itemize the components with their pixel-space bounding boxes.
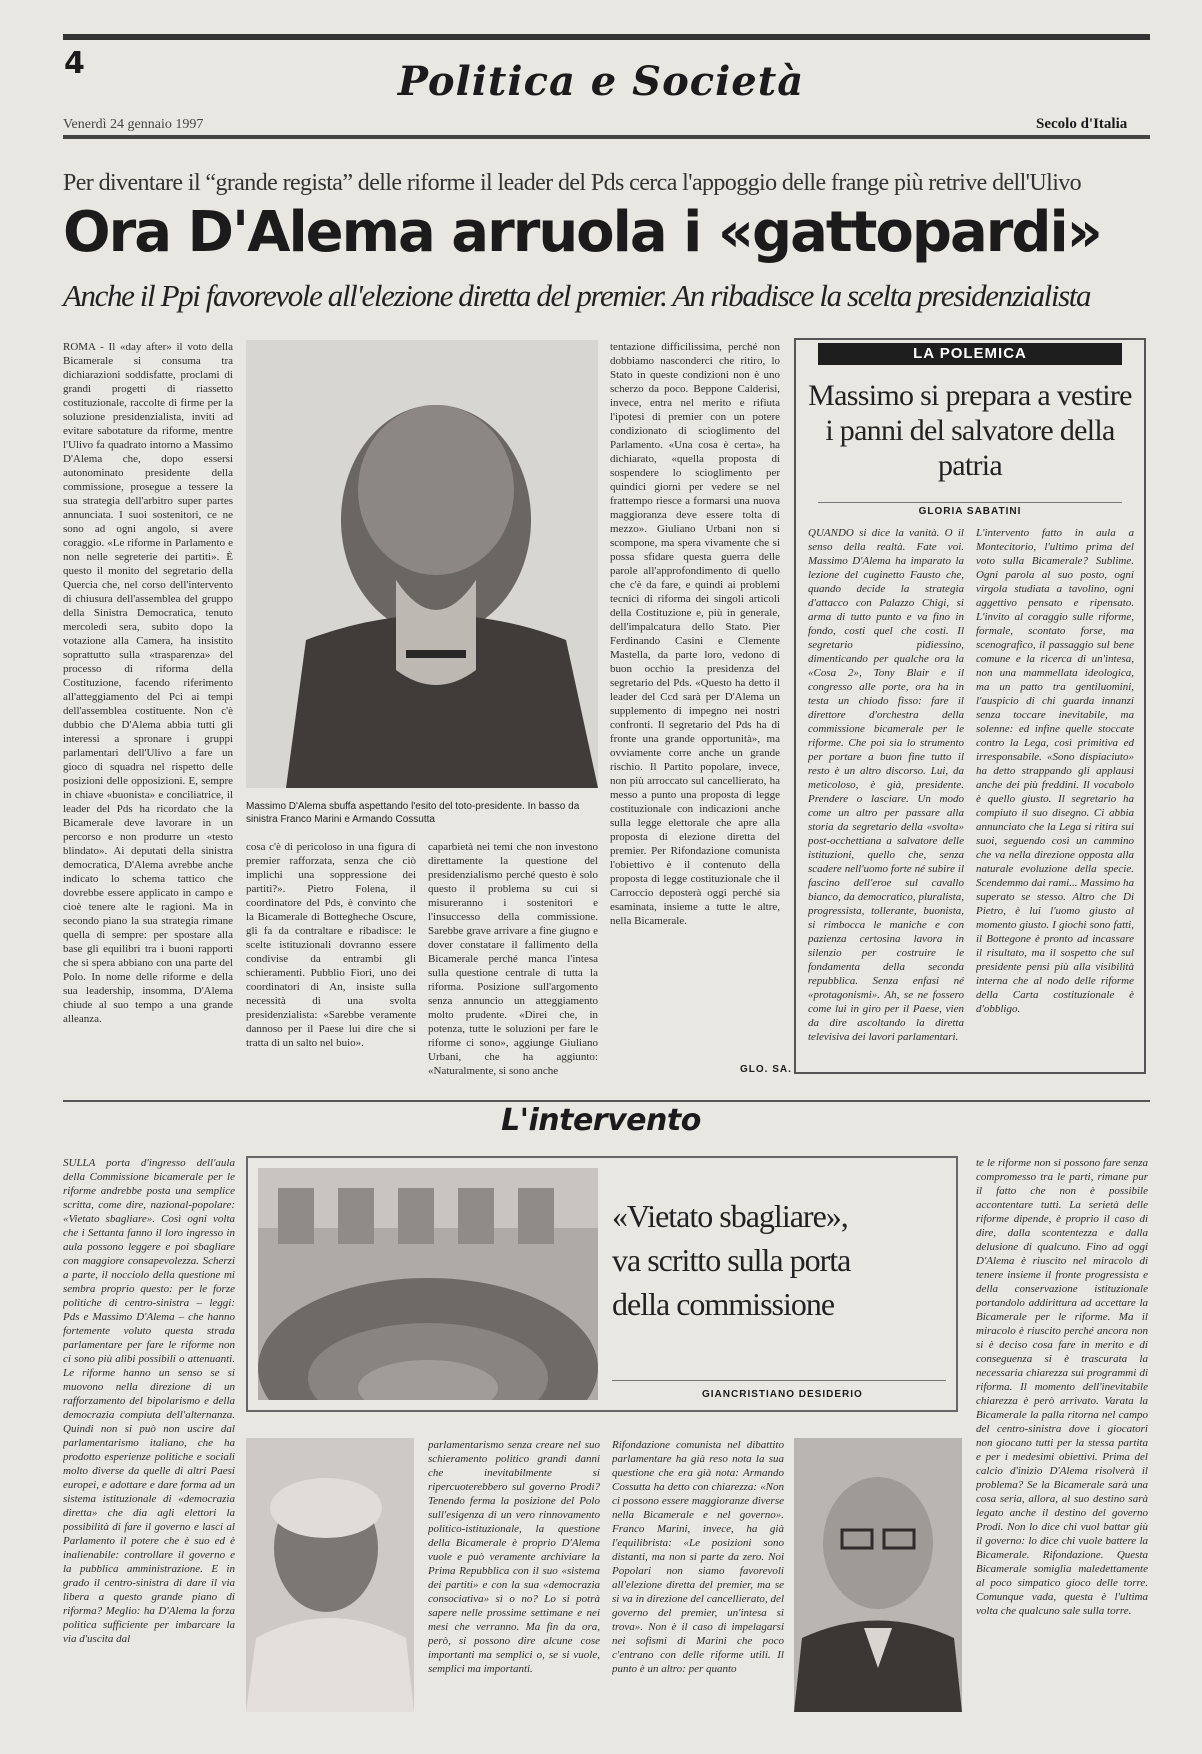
cossutta-photo [794,1438,962,1712]
photo-caption: Massimo D'Alema sbuffa aspettando l'esito del toto-presidente. In basso da sinistra Franco Marini e Armando Cossutta [246,801,580,825]
sidebar-rule [818,502,1122,503]
intervento-author-rule [612,1380,946,1381]
top-rule [63,34,1150,40]
sidebar-label: LA POLEMICA [818,343,1122,365]
sidebar-col2: L'intervento fatto in aula a Montecitorio, l'ultimo prima del voto sulla Bicamerale? Sublime. Ogni parola al suo posto, ogni virgola studiata a tavolino, ogni aggettivo pensato e ripensato. L'invito al coraggio sulle riforme, formale, scontato forse, ma scenografico, il passaggio sul bene comune e la ricerca di un'intesa, non una mammellata ideologica, ma un patto tra gentiluomini, l'auspicio di chi guarda innanzi senza toccare inevitabile, ma solenne: ed infine quelle stoccate contro la Lega, così primitiva ed irresponsabile. «Sono dispiaciuto» ha detto strappando gli applausi anche dei più freddini. Il vocabolo è quello giusto. Il segretario ha compiuto il suo disegno. Ci abbia annunciato che la Lega si ritira sui suoi, seguendo così un cammino che va nella direzione opposta alla naturale evoluzione della specie. Scendemmo dai rami... Massimo ha superato se stesso. Altro che Di Pietro, è lui l'uomo giusto al momento giusto. I giochi sono fatti, il Bottegone è pronto ad incassare il risultato, ma il sospetto che sul presidente pensi più alla visibilità interna che al nodo delle riforme della Carta costituzionale è d'obbligo. [976,527,1134,1015]
main-article-signature: GLO. SA. [740,1064,792,1075]
intervento-col2: parlamentarismo senza creare nel suo schieramento politico grandi danni che inevitabilmente si ripercuoterebbero sul governo Prodi? Tenendo ferma la posizione del Polo sull'esigenza di un vero rinnovamento politico-istituzionale, la questione della Bicamerale è proprio D'Alema vuole e può veramente archiviare la Prima Repubblica con il suo «sistema dei partiti» e con la sua «democrazia consociativa» sì o no? Lo si potrà sapere nelle prossime settimane e nei mesi che verranno. Ma fin da ora, però, si possono dire alcune cose importanti ma semplici o, se si vuole, semplici ma importanti. [428,1439,600,1675]
intervento-label: L'intervento [501,1103,701,1138]
intervento-col1: SULLA porta d'ingresso dell'aula della Commissione bicamerale per le riforme andrebbe posta una semplice scritta, come dire, nazional-popolare: «Vietato sbagliare». Così ogni volta che i Settanta fanno il loro ingresso in aula possono leggere e poi sbagliare con maggiore consapevolezza. Scherzi a parte, il nocciolo della questione mi sembra proprio questo: per le forze politiche di centro-sinistra – leggi: Pds e Massimo D'Alema – che hanno fortemente voluto questa strada parlamentare per fare le riforme non ci sono più alibi possibili o attenuanti. Le riforme hanno un senso se si muovono nella direzione di un rafforzamento del bipolarismo e della democrazia compiuta dell'alternanza. Quindi non si può non uscire dal parlamentarismo italiano, che ha prodotto esperienze politiche e sociali molto diverse da quelle di altri Paesi europei, e adottare e dare forma ad un sistema istituzionale di «democrazia diretta» che dia agli elettori la possibilità di fare il governo e lasci al Parlamento il potere che è suo ed è inalienabile: controllare il governo e la pubblica amministrazione. E in grado il centro-sinistra di dare il via libera a questo grande piano di riforma? Meglio: ha D'Alema la forza politica sufficiente per imbarcare la via d'uscita dal [63,1157,235,1645]
header-rule [63,135,1150,139]
sidebar-author: GLORIA SABATINI [918,506,1022,517]
dalema-photo [246,340,598,788]
issue-date: Venerdì 24 gennaio 1997 [63,117,204,132]
kicker: Per diventare il “grande regista” delle riforme il leader del Pds cerca l'appoggio delle frange più retrive dell'Ulivo [63,170,1082,196]
subheadline: Anche il Ppi favorevole all'elezione diretta del premier. An ribadisce la scelta presidenzialista [63,278,1091,313]
main-headline: Ora D'Alema arruola i «gattopardi» [63,200,1101,265]
intervento-col4: te le riforme non si possono fare senza compromesso tra le parti, rimane pur il fatto che non è possibile accontentare tutti. La serietà delle riforme dipende, è proprio il caso di dire, dalla scontentezza e dalla delusione di qualcuno. Fino ad oggi D'Alema è riuscito nel miracolo di tenere insieme il fronte progressista e della conservazione istituzionale portandolo addirittura ad accettare la Bicamerale per le riforme. Ma il miracolo è riuscito perché ancora non si è deciso cosa fare in merito e di conseguenza si è trascurata la necessaria chiarezza sui programmi di riforma. Il momento dell'inevitabile chiarezza è però arrivato. Varata la Bicamerale la palla ritorna nel campo del centro-sinistra dove i giocatori non giocano tutti per la stessa partita e per i medesimi obiettivi. Prima del calcio d'inizio D'Alema risolverà il problema? Se la Bicamerale sarà una cosa seria, allora, al suo destino sarà legato anche il destino del governo Prodi. Non lo dice chi vuol battar giù il governo: lo dice chi vuole battere la Bicamerale. Rifondazione. Questa Bicamerale somiglia maledettamente al poco simpatico gioco delle torre. Comunque vada, questa è l'ultima volta che qualcuno sale sulla torre. [976,1157,1148,1617]
main-article-col2a: cosa c'è di pericoloso in una figura di premier rafforzata, senza che ciò implichi una soppressione dei partiti?». Pietro Folena, il coordinatore del Pds, è convinto che la Bicamerale di Bottegheche Oscure, gli fa da contraltare e ribadisce: le scelte istituzionali dovranno essere condivise da entrambi gli schieramenti. Pubblio Fiori, uno dei coordinatori di An, insiste sulla necessità di una svolta presidenzialista: «Sarebbe veramente dannoso per il Paese lui dire che si tratta di un salto nel buio». [246,841,416,1049]
parliament-photo [258,1168,598,1400]
intervento-headline: «Vietato sbagliare», va scritto sulla porta della commissione [612,1198,851,1322]
intervento-col3: Rifondazione comunista nel dibattito parlamentare ha già reso nota la sua questione che era già nota: Armando Cossutta ha detto con chiarezza: «Non ci possono essere maggioranze diverse nella Bicamerale e nel governo». Franco Marini, invece, ha già l'equilibrista: «Le posizioni sono distanti, ma non si parte da zero. Noi Popolari non siamo favorevoli all'elezione diretta del premier, ma se si va in direzione del cancellierato, del governo del premier, un'intesa si trova». Non è il caso di impelagarsi nei sofismi di Marini che poco c'entrano con delle riforme utili. Il punto è un altro: per quanto [612,1439,784,1675]
newspaper-name: Secolo d'Italia [1036,116,1128,132]
main-article-col2b: caparbietà nei temi che non investono direttamente la questione del presidenzialismo perché questo è solo questo il problema su cui si misureranno i sostenitori e l'insuccesso della commissione. Sarebbe grave arrivare a fine giugno e dover constatare il fallimento della Bicamerale perché manca l'intesa sulla questione centrale di tutta la riforma. Posizione sull'argomento senza annuncio un atteggiamento molto prudente. «Direi che, in potenza, tutte le soluzioni per fare le riforme ci sono», aggiunge Giuliano Urbani, che ha aggiunto: «Naturalmente, si sono anche [428,841,598,1077]
intervento-author: GIANCRISTIANO DESIDERIO [702,1389,863,1400]
section-title: Politica e Società [397,58,805,105]
main-article-col3: tentazione difficilissima, perché non dobbiamo nasconderci che ritiro, lo Stato in queste condizioni non è uno scherzo da poco. Beppone Calderisi, invece, entra nel merito e rifiuta l'ipotesi di premier con un potere condizionato di scioglimento del Parlamento. «Una cosa è certa», ha dichiarato, «quella proposta di sospendere lo scioglimento per quindici giorni per vedere se nel frattempo riesce a formarsi una nuova maggioranza deve essere tolta di mezzo». Giuliano Urbani non si scompone, ma spera vivamente che si possa sfidare questa guerra delle parole all'approfondimento di quello che c'è da fare, e quindi ai problemi tecnici di riforma dei singoli articoli della Costituzione e, più in generale, dell'impalcatura dello Stato. Pier Ferdinando Casini e Clemente Mastella, da parte loro, vedono di buon occhio la presidenza del segretario del Pds. «Questo ha detto il leader del Ccd sarà per D'Alema un supplemento di impegno nei nostri confronti. Il segretario del Pds ha di fronte una grande opportunità», ma ovviamente corre anche un grande rischio. Il Partito popolare, invece, non più arroccato sul cancellierato, ha messo a punto una proposta di legge costituzionale con indicazioni anche sulla legge elettorale che apre alla proposta di elezione diretta del premier. Per Rifondazione comunista l'obiettivo è il contenuto della proposta di legge costituzionale che il Carroccio deposterà oggi perché sia esaminata, insieme a tutte le altre, nella Bicamerale. [610,341,780,927]
intervento-rule [63,1100,1150,1102]
main-article-col1: ROMA - Il «day after» il voto della Bicamerale si consuma tra dichiarazioni soddisfatte, proclami di grandi progetti di riassetto costituzionale, raccolte di firme per la soluzione presidenzialista, inviti ad evitare sabotature da riforme, mentre l'Ulivo fa quadrato intorno a Massimo D'Alema che, dopo essersi autonominato presidente della commissione, prosegue a tessere la sua strategia dell'arbitro super partes annunciata. I suoi sostenitori, ce ne sono ad ogni angolo, si avere coraggio. «Le riforme in Parlamento e non nelle segreterie dei partiti». È questo il monito del segretario della Quercia che, nel corso dell'intervento di chiusura dell'assemblea del gruppo della Sinistra Democratica, tenuto mercoledì sera, subito dopo la votazione alla Camera, ha insistito soprattutto sulla «trasparenza» del processo di riforma della Costituzione, facendo riferimento all'atteggiamento del Pci ai tempi dell'assemblea costituente. Non c'è dubbio che D'Alema abbia tutti gli interessi a spronare i gruppi parlamentari dell'Ulivo a fare un gioco di squadra nel rispetto delle posizioni delle opposizioni. E, sempre in chiave «buonista» e conciliatrice, il leader del Pds ha ricordato che la Bicamerale deve lavorare in un percorso e non produrre un «testo blindato». Ai deputati della sinistra democratica, D'Alema avrebbe anche indicato lo schema tattico che dovrebbe essere applicato in campo e cioè tenere alte le ragioni. Ma in secondo piano la sua strategia rimane quella di sempre: per spostare alla base gli equilibri tra i buoni rapporti che si spera abbiano con una parte del Polo. In nome delle riforme e della sua leadership, insomma, D'Alema chiude al suo tempo a una grande alleanza. [63,341,233,1025]
page-number: 4 [64,46,85,81]
marini-photo [246,1438,414,1712]
sidebar-col1: QUANDO si dice la vanità. O il senso della realtà. Fate voi. Massimo D'Alema ha imparato la lezione del cuginetto Fausto che, quando decide la strategia d'attacco con Palazzo Chigi, si arma di tutto punto e va fino in fondo, costi quel che costi. Il segretario pidiessino, dimenticando per qualche ora la «Cosa 2», Tony Blair e il congresso alle porte, ora ha in testa un chiodo fisso: fare il direttore d'orchestra della commissione bicamerale per le riforme. Che poi sia lo strumento per portare a buon fine tutto il resto è un altro discorso. Lui, da meticoloso, è già, presidente. Prendere o lasciare. Un modo come un altro per passare alla storia da segretario della «svolta» post-occhettiana a salvatore delle istituzioni, quello che, senza scadere nell'uomo forte né subire il fascino dell'eroe sul cavallo bianco, da democratico, pluralista, progressista, tollerante, buonista, si rimbocca le maniche e con pazienza certosina lavora in silenzio per costruire le fondamenta della seconda repubblica. Senza enfasi né «protagonismi». Ah, se ne fossero come lui in giro per il Paese, vien da dire ascoltando la diretta televisiva dei lavori parlamentari. [808,527,964,1043]
sidebar-headline: Massimo si prepara a vestire i panni del salvatore della patria [808,379,1132,482]
